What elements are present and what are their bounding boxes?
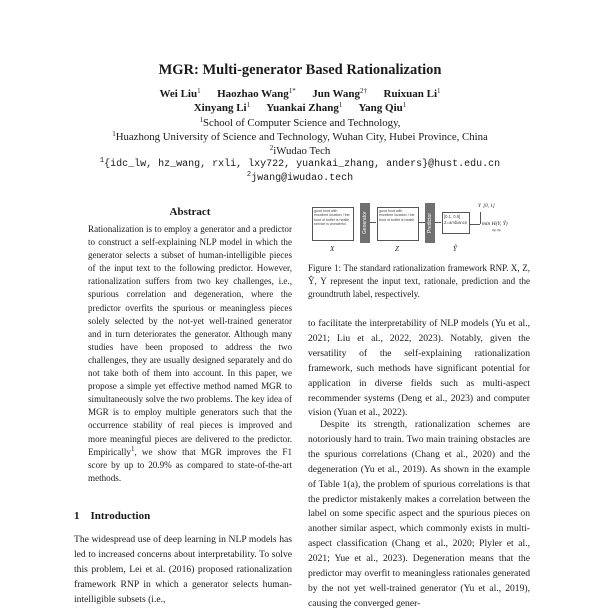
loss-subscript: θg, θp [492,228,501,232]
author-line-2 [0,101,600,115]
yhat-label: Ŷ [453,245,457,253]
author: Ruixuan Li$^1$ [383,87,441,100]
right-body-para-1: to facilitate the interpretability of NLP models (Yu et al., 2021; Liu et al., 2022, 2023). Notably, given the versatility of the self-explaining rationalization framework, such methods have significant potential for application in diverse fields such as multi-aspect recommender systems (Deng et al., 2023) and computer vision (Yuan et al., 2022). [308,318,530,419]
abstract-heading: Abstract [169,206,211,218]
rationale-box: good food with excellent location ! the food of buffet is health [377,207,419,241]
x-label: X [330,245,335,253]
author: Xinyang Li$^1$ [193,101,251,114]
figure-caption: Figure 1: The standard rationalization framework RNP. X, Z, Ŷ, Y represent the input text, rationale, prediction and the groundtruth label, respectively. [308,263,530,299]
loss-function: min H(Y, Ŷ) [482,221,508,227]
intro-body: The widespread use of deep learning in NLP models has led to increased concerns about interpretability. To solve this problem, Lei et al. (2016) proposed rationalization framework RNP in which a generator selects human-intelligible subsets (i.e., [74,534,292,605]
abstract-body: Rationalization is to employ a generator and a predictor to construct a self-explaining NLP model in which the generator selects a subset of human-intelligible pieces of the input text to the following predictor. However, rationalization suffers from two key challenges, i.e., spurious correlation and degeneration, where the predictor overfits the spurious or meaningless pieces solely selected by the not-yet well-trained generator and in turn deteriorates the generator. Although many studies have been proposed to address the two challenges, they are usually designed separately and do not take both of them into account. In this paper, we propose a simple yet effective method named MGR to simultaneously solve the two problems. The key idea of MGR is to employ multiple generators such that the occurrence stability of real pieces is improved and more meaningful pieces are delivered to the predictor. Empirically$^1$, we show that MGR improves the F1 score by up to 20.9% as compared to state-of-the-art methods. [88,224,292,483]
affiliation-university: $^1$Huazhong University of Science and Technology, Wuhan City, Hubei Province, China [112,130,488,143]
author: Yang Qiu$^1$ [358,101,407,114]
right-body-para-2: Despite its strength, rationalization schemes are notoriously hard to train. Two main training obstacles are the spurious correlations (Chang et al., 2020) and the degeneration (Yu et al., 2019). As shown in the example of Table 1(a), the problem of spurious correlations is that the predictor mistakenly makes a correlation between the label on some specific aspect and the spurious pieces on another similar aspect, which commonly exists in multi-aspect classification (Chang et al., 2020; Plyler et al., 2021; Yue et al., 2023). Degeneration means that the predictor may overfit to meaningless rationales generated by the not yet well-trained generator (Yu et al., 2019), causing the converged gener- [308,419,530,609]
author-line-1 [0,87,600,101]
paper-title: MGR: Multi-generator Based Rationalization [158,62,442,78]
affiliation-company: $^2$iWudao Tech [269,144,331,157]
ground-truth-label: Y [0, 1] [478,204,495,209]
email-iwudao: $^2$jwang@iwudao.tech [246,171,354,184]
arrow-line [480,212,481,224]
input-text-box: good food with excellent location ! the food of buffet is health , service is wonderful . [312,207,354,241]
prediction-box: [0.1, 0.9] Z=ambiance [442,212,470,234]
generator-block: Generator [360,203,370,243]
author: Haozhao Wang$^{1*}$ [217,87,296,100]
arrow-line [470,224,480,225]
author: Yuankai Zhang$^1$ [266,101,343,114]
author: Jun Wang$^{2\dagger}$ [312,87,368,100]
arrow-line [370,222,376,223]
z-label: Z [395,245,399,253]
intro-heading: 1 Introduction [74,510,151,522]
affiliation-school: $^1$School of Computer Science and Technology, [199,116,401,129]
author: Wei Liu$^1$ [159,87,201,100]
rnp-figure [308,200,530,255]
email-hust: $^1${idc_lw, hz_wang, rxli, lxy722, yuankai_zhang, anders}@hust.edu.cn [99,157,501,170]
arrow-line [435,222,441,223]
predictor-block: Predictor [425,203,435,243]
